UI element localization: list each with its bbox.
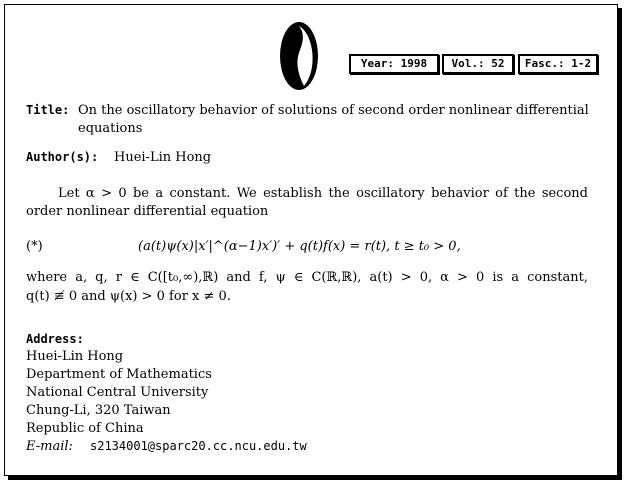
title-label: Title: [26,103,70,117]
volume-badge: Vol.: 52 [442,54,514,74]
fascicle-badge: Fasc.: 1-2 [518,54,598,74]
abstract-line-1: Let α > 0 be a constant. We establish the oscillatory behavior of the second [58,186,588,201]
address-line: Huei-Lin Hong [26,349,124,364]
email-link[interactable]: s2134001@sparc20.cc.ncu.edu.tw [90,439,307,453]
address-label: Address: [26,332,84,346]
email-label: E-mail: [26,439,73,454]
title-line-1: On the oscillatory behavior of solutions of second order nonlinear differential [78,103,589,118]
equation: (a(t)ψ(x)|x′|^(α−1)x′)′ + q(t)f(x) = r(t), t ≥ t₀ > 0, [138,239,461,254]
journal-logo [278,20,320,92]
authors-label: Author(s): [26,150,99,164]
title-line-2: equations [78,121,143,136]
abstract-line-2: order nonlinear differential equation [26,204,269,219]
address-line: Republic of China [26,421,144,436]
abstract-line-4: q(t) ≢ 0 and ψ(x) > 0 for x ≠ 0. [26,289,231,304]
address-line: Department of Mathematics [26,367,212,382]
equation-label: (*) [26,239,43,254]
address-line: National Central University [26,385,209,400]
authors-value: Huei-Lin Hong [114,150,212,165]
address-line: Chung-Li, 320 Taiwan [26,403,171,418]
abstract-line-3: where a, q, r ∈ C([t₀,∞),ℝ) and f, ψ ∈ C(ℝ,ℝ), a(t) > 0, α > 0 is a constant, [26,270,588,285]
year-badge: Year: 1998 [349,54,439,74]
